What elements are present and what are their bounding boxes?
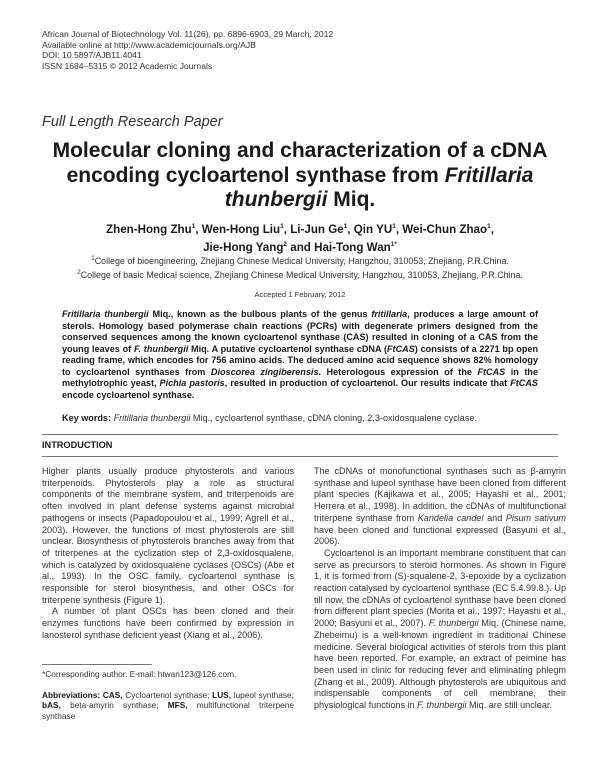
footnote-divider [42,664,152,665]
journal-doi: DOI: 10.5897/AJB11.4041 [42,50,142,60]
affiliations [40,253,560,282]
author: Hai-Tong Wan$^{1*}$ [314,241,397,255]
author: Wei-Chun Zhao$^1$, [402,222,494,236]
paragraph: The cDNAs of monofunctional synthases such as β-amyrin synthase and lupeol synthase have been cloned from different plant species (Kajikawa et al., 2005; Hayashi et al., 2001; Herrera et al., 1998). In addition, the cDNAs of multifunctional triterpene synthase from Kandelia candel and Pisum sativum have been cloned and functional expressed (Basyuni et al., 2006). [314,466,566,547]
title-line-1: Molecular cloning and characterization of a cDNA [52,139,548,162]
section-divider-bottom [42,456,558,457]
accepted-date: Accepted 1 February, 2012 [254,290,346,299]
journal-issn: ISSN 1684–5315 © 2012 Academic Journals [42,60,213,71]
right-column-text [314,466,566,712]
author: Wen-Hong Liu$^1$, [201,222,291,236]
paragraph: Cycloartenol is an important membrane constituent that can serve as precursors to steroid hormones. As shown in Figure 1, it is formed from (S)-squalene-2, 3-epoxide by a cyclization reaction catalysed by cycloartenol synthase (EC 5.4.99.8.). Up till now, the cDNAs of cycloartenol synthase have been cloned from different plant species (Morita et al., 1997; Hayashi et al., 2000; Basyuni et al., 2007). F. thunbergii Miq. (Chinese name, Zhebeimu) is a well-known ingredient in traditional Chinese medicine. Several biological activities of sterols from this plant have been reported. For example, an extract of peimine has been used in clinic for reducing fever and eliminating phlegm (Zhang et al., 2009). Although phytosterols are ubiquitous and indispensable components of cell membrane, their physiological functions in F. thunbergii Miq. are still unclear. [314,547,566,711]
title-line-2: encoding cycloartenol synthase from Fritillaria [66,163,534,187]
journal-citation: African Journal of Biotechnology Vol. 11(26), pp. 6896-6903, 29 March, 2012 [42,29,334,39]
paragraph: Higher plants usually produce phytosterols and various triterpenoids. Phytosterols play a role as structural components of the membrane system, and triterpenoids are often involved in plant defense systems against microbial pathogens or insects (Papadopoulou et al., 1999; Agrell et al., 2003). However, the functions of most phytosterols are still unclear. Biosynthesis of phytosterols branches away from that of triterpenes at the cyclization step of 2,3-oxidosqualene, which is catalyzed by oxidosqualene cyclases (OSCs) (Abe et al., 1993). In the OSC family, cycloartenol synthase is responsible for sterol biosynthesis, and other OSCs for triterpene synthesis (Figure 1). [42,466,294,605]
author: Jie-Hong Yang$^2$ and [203,241,315,255]
paper-title [40,139,560,213]
section-divider-top [42,434,558,435]
author: Li-Jun Ge$^1$, [290,222,354,236]
author: Qin $YU^1$, [353,222,403,236]
journal-header [42,29,333,71]
corresponding-author-note: *Corresponding author. E-mail: htwan123@126.com. [42,669,237,679]
abstract: Fritillaria thunbergii Miq., known as the bulbous plants of the genus fritillaria, produces a large amount of sterols. Homology based polymerase chain reactions (PCRs) with degenerate primers designed from the conserved sequences among the known cycloartenol synthase (CAS) resulted in cloning of a CAS from the young leaves of F. thunbergii Miq. A putative cycloartenol synthase cDNA (FtCAS) consists of a 2271 bp open reading frame, which encodes for 756 amino acids. The deduced amino acid sequence shows 82% homology to cycloartenol synthases from Dioscorea zingiberensis. Heterologous expression of the FtCAS in the methylotrophic yeast, Pichia pastoris, resulted in production of cycloartenol. Our results indicate that FtCAS encode cycloartenol synthase. [62,309,539,400]
left-column-text [42,466,294,642]
keywords-label: Key words: [62,413,112,423]
abbreviations-note: Abbreviations: CAS, Cycloartenol synthase; LUS, lupeol synthase; bAS, beta-amyrin synthase; MFS, multifunctional triterpene synthase [42,690,295,721]
author-list [60,219,540,256]
keywords: Key words: Fritillaria thunbergii Miq., cycloartenol synthase, cDNA cloning, 2,3-oxidosqualene cyclase. [62,413,477,423]
paragraph: A number of plant OSCs has been cloned and their enzymes functions have been confirmed by expression in lanosterol synthase deficient yeast (Xiang et al., 2006). [42,606,294,640]
journal-online-url: Available online at http://www.academicjournals.org/AJB [42,39,256,50]
section-heading-introduction: INTRODUCTION [42,440,113,450]
author: Zhen-Hong Zhu$^1$, [106,222,202,236]
paper-type-label: Full Length Research Paper [42,114,223,130]
affiliation-1: $^1$College of bioengineering, Zhejiang Chinese Medical University, Hangzhou, 310053, Zhejiang, P.R.China. [91,255,509,266]
affiliation-2: $^2$College of basic Medical science, Zhejiang Chinese Medical University, Hangzhou, 310053, Zhejiang, P.R.China. [77,269,523,281]
title-line-3: thunbergii Miq. [224,188,376,211]
